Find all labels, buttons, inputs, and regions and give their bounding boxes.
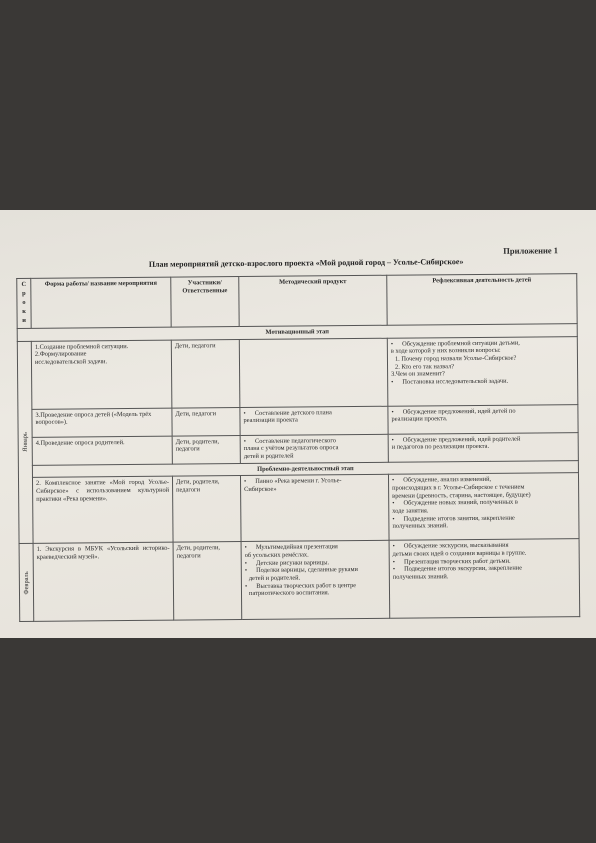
cell-participants: Дети, родители, педагоги (173, 542, 242, 621)
cell-reflexive: • Обсуждение проблемной ситуации детьми, в ходе которой у них возникли вопросы: 1. Почему город назвали Усолье-Сибирское? 2. Кто его так назвал? 3.Чем он знаменит? • Постановка исследовательской задачи. (387, 336, 578, 406)
cell-form: 2. Комплексное занятие «Мой город Усолье-Сибирское» с использованием культурной практики «Река времени». (32, 476, 173, 543)
cell-reflexive: • Обсуждение экскурсии, высказывания детьми своих идей о создании варницы в группе. • Презентация творческих работ детьми. • Подведение итогов экскурсии, закрепление полученных знаний. (389, 539, 580, 619)
header-participants: Участники/ Ответственные (171, 277, 239, 327)
table-row (17, 336, 578, 409)
header-reflexive: Рефлексивная деятельность детей (387, 274, 577, 325)
cell-reflexive: • Обсуждение, анализ изменений, происходящих в г. Усолье-Сибирское с течением времени (древность, старина, настоящее, будущее) • Обсуждение новых знаний, полученных в ходе занятия. • Подведение итогов занятия, закрепление полученных знаний. (388, 473, 579, 541)
appendix-label: Приложение 1 (503, 245, 559, 256)
cell-product: • Составление педагогического плана с учётом результатов опроса детей и родителей (240, 434, 388, 463)
document-title: План мероприятий детско-взрослого проекта «Мой родной город – Усолье-Сибирское» (148, 257, 464, 269)
cell-participants: Дети, родители, педагоги (172, 435, 240, 464)
cell-form: 3.Проведение опроса детей («Модель трёх вопросов»). (32, 408, 172, 437)
cell-reflexive: • Обсуждение предложений, идей детей по реализации проекта. (388, 404, 578, 434)
cell-product: • Составление детского плана реализации проекта (240, 406, 388, 435)
plan-table (16, 273, 580, 622)
cell-form: 1. Экскурсия в МБУК «Усольский историко-краеведческий музей». (33, 542, 174, 621)
cell-form: 4.Проведение опроса родителей. (32, 436, 172, 465)
table-row (18, 473, 579, 544)
cell-reflexive: • Обсуждение предложений, идей родителей и педагогов по реализации проекта. (388, 432, 578, 462)
table-row (19, 539, 580, 622)
cell-product: • Панно «Река времени г. Усолье- Сибирское» (240, 475, 389, 542)
month-february: Февраль (19, 544, 34, 622)
stage-motivation: Мотивационный этап (17, 323, 577, 341)
header-row (17, 274, 577, 329)
cell-participants: Дети, родители, педагоги (172, 476, 241, 543)
header-product: Методический продукт (239, 275, 387, 326)
stage-problem: Проблемно-деятельностный этап (32, 460, 578, 477)
cell-form: 1.Создание проблемной ситуации. 2.Формулирование исследовательской задачи. (31, 340, 172, 409)
header-period: С р о к и (17, 278, 31, 328)
month-january: Январь (17, 341, 33, 544)
header-form: Форма работы/ название мероприятия (31, 277, 171, 328)
cell-participants: Дети, педагоги (172, 407, 240, 436)
document-page (16, 245, 584, 598)
document-photo (0, 210, 596, 638)
cell-product: • Мультимедийная презентация об усольских ремёслах. • Детские рисунки варницы. • Поделки варницы, сделанные руками детей и родителей. • Выставка творческих работ в центре патриотического воспитания. (241, 541, 390, 620)
cell-participants: Дети, педагоги (171, 339, 240, 408)
cell-product (239, 338, 388, 407)
